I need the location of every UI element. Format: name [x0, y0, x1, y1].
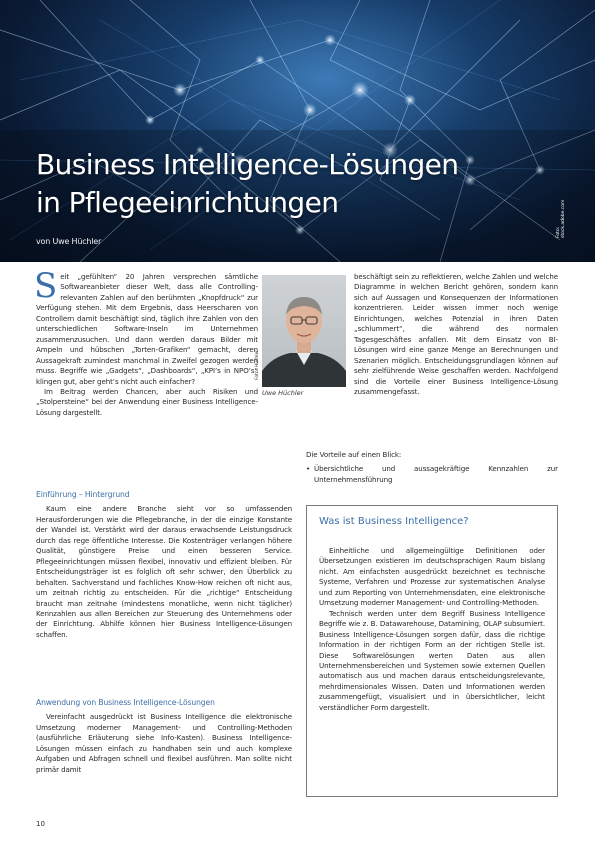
right-column-text: [354, 272, 558, 397]
section-introduction-text: Kaum eine andere Branche sieht vor so umfassenden Herausforderungen wie die Pflegebranche, in der die einzige Konstante der Wandel ist. Verstärkt wird der daraus erwachsende Leistungsdruck durch das rege öffentliche Interesse. Die Kostenträger verlangen höhere Qualität, günstigere Preise und einen besseren Service. Pflegeeinrichtungen müssen flexibel, innovativ und effizient bleiben. Für Entscheidungsträger ist es folglich oft sehr schwer, den Überblick zu behalten. Sachverstand und fachliches Know-How reichen oft nicht aus, um zeitnah richtig zu entscheiden. Für die „richtige“ Entscheidung braucht man zeitnahe (mindestens monatliche, wenn nicht täglicher) Kennzahlen aus allen Bereichen zur Steuerung des Unternehmens oder der Einrichtung. Abhilfe können hier Business Intelligence-Lösungen schaffen.: [36, 504, 292, 639]
drop-cap: S: [34, 266, 58, 306]
info-box-title: Was ist Business Intelligence?: [319, 516, 469, 527]
info-box-paragraph-2: Technisch werden unter dem Begriff Business Intelligence Begriffe wie z. B. Datawarehouse, Datamining, OLAP subsumiert. Business Intelligence-Lösungen sorgen dafür, dass die richtige Information in der richtigen Form an der richtigen Stelle ist. Diese Softwarelösungen werten Daten aus allen Unternehmensbereichen und Systemen sowie externen Quellen automatisch aus und machen daraus entscheidungsrelevante, mehrdimensionales Wissen. Daten und Informationen werden zusammengefügt, visualisiert und in übersichtlicher, leicht verständlicher Form dargestellt.: [319, 608, 545, 712]
page-title: [36, 146, 458, 222]
info-box-paragraph-1: Einheitliche und allgemeingültige Definitionen oder Übersetzungen existieren im deutschsprachigen Raum bislang nicht. Am einfachsten ausgedrückt bezeichnet es technische Systeme, Verfahren und Prozesse zur systematischen Analyse und zum Reporting von Unternehmensdaten, eine elektronische Umsetzung moderner Management- und Controlling-Methoden.: [319, 546, 545, 608]
intro-paragraph-2: Im Beitrag werden Chancen, aber auch Risiken und „Stolpersteine“ bei der Anwendung einer Business Intelligence-Lösung dargestellt.: [36, 386, 258, 417]
title-line-2: in Pflegeeinrichtungen: [36, 186, 339, 219]
right-column-paragraph: beschäftigt sein zu reflektieren, welche Zahlen und welche Diagramme in welchen Bericht gehören, sondern kann sich auf Aussagen und Konsequenzen der Informationen konzentrieren. Leider wissen immer noch wenige Einrichtungen, welches Potenzial in ihren Daten „schlummert“, die während des normalen Tagesgeschäftes anfallen. Mit dem Einsatz von BI-Lösungen wird eine ganze Menge an Berechnungen und Szenarien möglich. Entscheidungsgrundlagen können auf sehr zielführende Weise geschaffen werden. Nachfolgend sind die Vorteile einer Business Intelligence-Lösung zusammengefasst.: [354, 272, 558, 396]
network-illustration: [0, 0, 595, 262]
hero-photo-credit: Foto: stock.adobe.com: [556, 199, 566, 238]
advantages-list: [306, 450, 558, 485]
section-application-text: Vereinfacht ausgedrückt ist Business Intelligence die elektronische Umsetzung moderner Management- und Controlling-Methoden (ausführliche Erläuterung siehe Info-Kasten). Business Intelligence-Lösungen müssen einfach zu handhaben sein und auch komplexe Aufgaben und Abfragen schnell und flexibel ausführen. Man sollte nicht primär damit: [36, 712, 292, 774]
section-introduction: [36, 490, 292, 640]
hero-image: [0, 0, 595, 262]
author-portrait: [262, 275, 346, 387]
section-heading-application: Anwendung von Business Intelligence-Lösungen: [36, 698, 215, 707]
advantages-heading: Die Vorteile auf einen Blick:: [306, 450, 402, 459]
section-heading-introduction: Einführung – Hintergrund: [36, 490, 130, 499]
portrait-credit: Foto: Hüchler: [255, 349, 260, 380]
section-application: [36, 698, 292, 775]
intro-text: [34, 266, 258, 462]
intro-paragraph: eit „gefühlten“ 20 Jahren versprechen sämtliche Softwareanbieter dieser Welt, dass alle Controlling-relevanten Zahlen auf den berühmten „Knopfdruck“ zur Verfügung stehen. Mit dem Ergebnis, dass Heerscharen von Controllern damit beschäftigt sind, täglich ihre Zahlen von den unterschiedlichen Software-Inseln im Unternehmen zusammenzusuchen. Und dann werden daraus Bilder mit Ampeln und hübschen „Torten-Grafiken“ gemacht, deren Aussagekraft zumindest manchmal in Zweifel gezogen werden muss. Begriffe wie „Gadgets“, „Dashboards“, „KPI’s in NPO’s“ klingen gut, aber geht’s nicht auch einfacher?: [36, 272, 258, 386]
page-number: 10: [36, 820, 45, 828]
info-box: [306, 505, 558, 797]
title-line-1: Business Intelligence-Lösungen: [36, 148, 459, 181]
advantage-item: • Übersichtliche und aussagekräftige Kennzahlen zur Unternehmensführung: [306, 464, 558, 485]
portrait-illustration: [262, 275, 346, 387]
info-box-body: [319, 546, 545, 713]
portrait-caption: Uwe Hüchler: [262, 389, 304, 397]
author-byline: von Uwe Hüchler: [36, 237, 102, 246]
